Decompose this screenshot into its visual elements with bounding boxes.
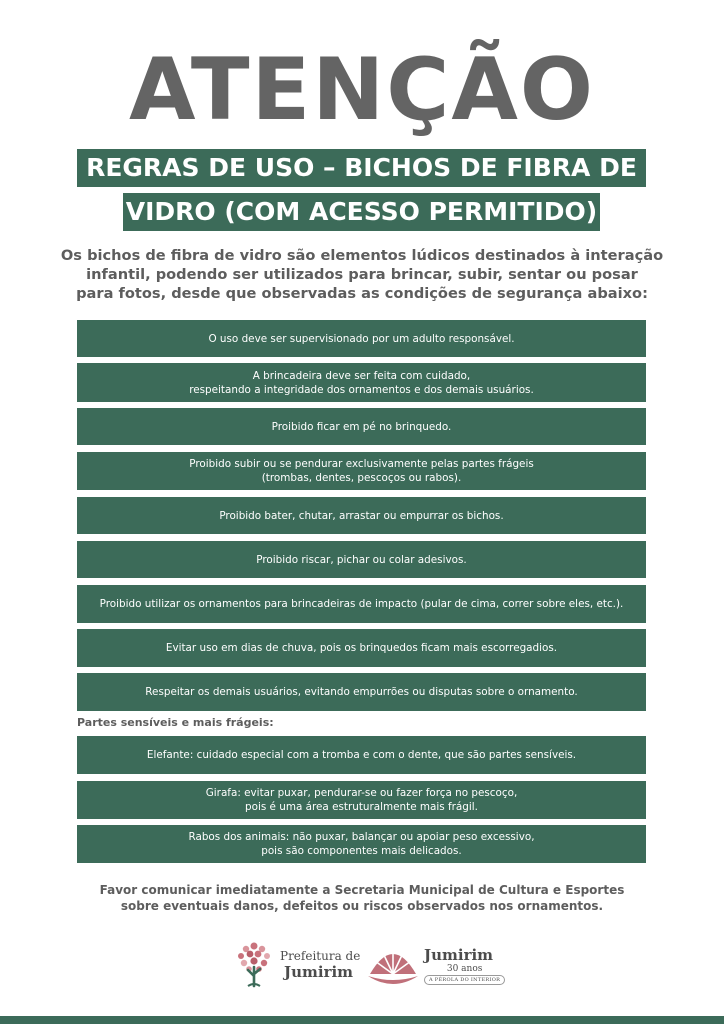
rule-line: O uso deve ser supervisionado por um adulto responsável.: [208, 332, 515, 345]
rule-line: Proibido subir ou se pendurar exclusivamente pelas partes frágeis: [189, 458, 534, 470]
rule-item: [77, 497, 646, 534]
footer-line: sobre eventuais danos, defeitos ou riscos observados nos ornamentos.: [120, 899, 604, 913]
bottom-bar: [0, 1016, 724, 1024]
fragile-rule-item: [77, 825, 646, 863]
rule-item: [77, 408, 646, 445]
rule-line: Proibido utilizar os ornamentos para brincadeiras de impacto (pular de cima, correr sobre eles, etc.).: [99, 598, 624, 610]
rule-item: [77, 363, 646, 402]
intro-line: Os bichos de fibra de vidro são elementos lúdicos destinados à interação: [60, 247, 664, 264]
rule-line: Proibido ficar em pé no brinquedo.: [271, 420, 452, 433]
rule-item: [77, 541, 646, 578]
footer-line: Favor comunicar imediatamente a Secretaria Municipal de Cultura e Esportes: [99, 883, 625, 897]
jumirim-logo-name: Jumirim: [424, 946, 494, 964]
fragile-rule-item: [77, 736, 646, 774]
rule-line: Proibido riscar, pichar ou colar adesivos.: [256, 553, 467, 566]
rule-line: Rabos dos animais: não puxar, balançar ou apoiar peso excessivo,: [188, 831, 535, 843]
intro-paragraph: [60, 246, 664, 303]
prefeitura-logo-line1: Prefeitura de: [280, 949, 361, 963]
rule-line: A brincadeira deve ser feita com cuidado,: [252, 369, 471, 382]
jumirim-logo-tagline: A PÉROLA DO INTERIOR: [424, 975, 505, 985]
rule-line: (trombas, dentes, pescoços ou rabos).: [261, 472, 462, 484]
subtitle-line-2: VIDRO (COM ACESSO PERMITIDO): [123, 193, 600, 231]
jumirim-logo-years: 30 anos: [446, 964, 483, 974]
fragile-rule-item: [77, 781, 646, 819]
rule-line: Proibido bater, chutar, arrastar ou empurrar os bichos.: [219, 509, 504, 522]
rule-line: Respeitar os demais usuários, evitando empurrões ou disputas sobre o ornamento.: [145, 686, 578, 698]
rule-line: pois são componentes mais delicados.: [261, 845, 462, 857]
jumirim-shell-logo-icon: [366, 940, 420, 990]
rule-item: [77, 673, 646, 711]
prefeitura-logo-line2: Jumirim: [284, 963, 354, 981]
rule-item: [77, 320, 646, 357]
fragile-parts-label: Partes sensíveis e mais frágeis:: [77, 716, 274, 729]
intro-line: para fotos, desde que observadas as condições de segurança abaixo:: [76, 285, 648, 302]
page-title: ATENÇÃO: [128, 40, 596, 140]
rule-line: Girafa: evitar puxar, pendurar-se ou fazer força no pescoço,: [205, 787, 518, 799]
footer-note: [80, 882, 644, 914]
rule-line: respeitando a integridade dos ornamentos e dos demais usuários.: [189, 383, 534, 396]
logos-row: [0, 936, 724, 996]
subtitle-line-1: REGRAS DE USO – BICHOS DE FIBRA DE: [77, 149, 646, 187]
prefeitura-tree-logo-icon: [234, 940, 274, 990]
rule-item: [77, 452, 646, 490]
jumirim-logo-text: [424, 946, 505, 985]
intro-line: infantil, podendo ser utilizados para brincar, subir, sentar ou posar: [86, 266, 638, 283]
rule-item: [77, 585, 646, 623]
rule-line: Evitar uso em dias de chuva, pois os brinquedos ficam mais escorregadios.: [165, 642, 558, 654]
rule-line: Elefante: cuidado especial com a tromba e com o dente, que são partes sensíveis.: [146, 749, 577, 761]
rule-line: pois é uma área estruturalmente mais frágil.: [245, 801, 478, 813]
prefeitura-logo-text: [280, 948, 360, 980]
rule-item: [77, 629, 646, 667]
